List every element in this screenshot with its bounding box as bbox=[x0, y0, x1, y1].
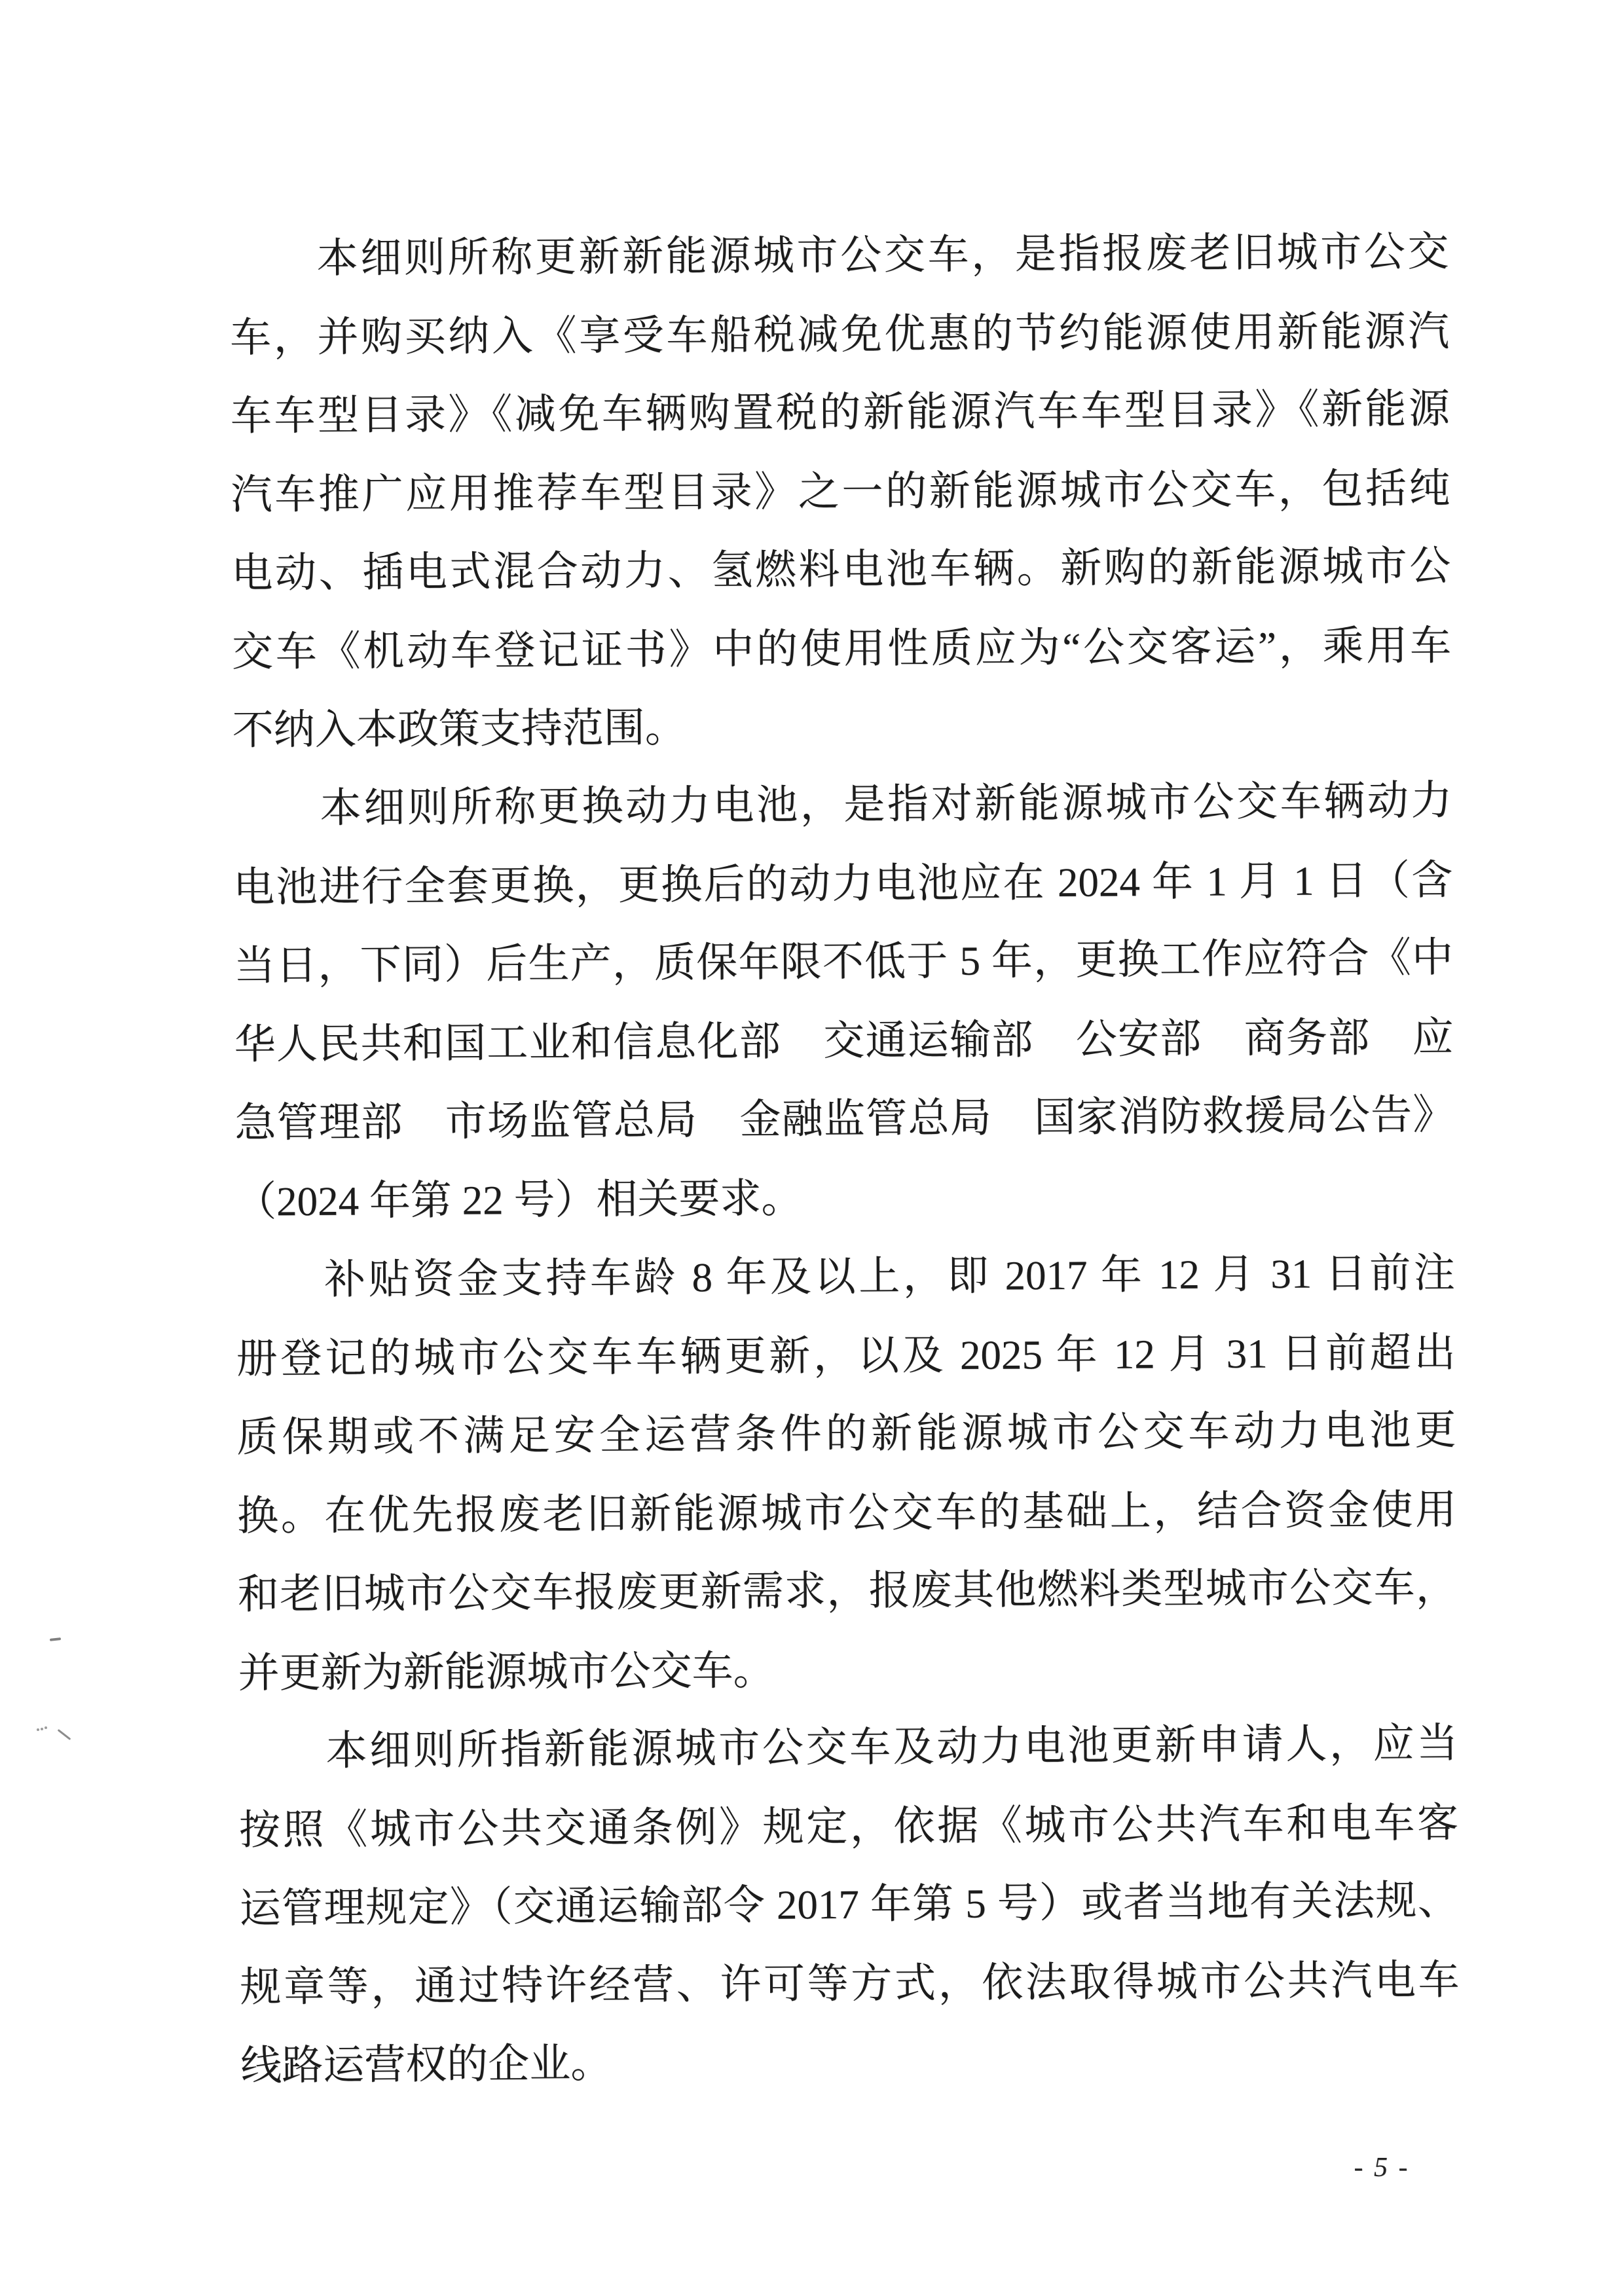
text-line: 本细则所称更换动力电池，是指对新能源城市公交车辆动力 bbox=[232, 777, 1452, 832]
text-line: 不纳入本政策支持范围。 bbox=[232, 704, 686, 754]
text-line: 和老旧城市公交车报废更新需求，报废其他燃料类型城市公交车， bbox=[237, 1564, 1458, 1618]
text-line: 交车《机动车登记证书》中的使用性质应为“公交客运”，乘用车 bbox=[231, 623, 1452, 675]
text-line: 华人民共和国工业和信息化部 交通运输部 公安部 商务部 应 bbox=[234, 1014, 1454, 1068]
text-line: 当日，下同）后生产，质保年限不低于 5 年，更换工作应符合《中 bbox=[233, 934, 1454, 989]
text-line: 本细则所指新能源城市公交车及动力电池更新申请人，应当 bbox=[238, 1720, 1458, 1775]
paragraph bbox=[229, 212, 1452, 769]
document-body bbox=[229, 212, 1460, 2105]
page-number: - 5 - bbox=[1354, 2153, 1410, 2183]
text-line: 补贴资金支持车龄 8 年及以上，即 2017 年 12 月 31 日前注 bbox=[235, 1250, 1456, 1303]
text-line: 车，并购买纳入《享受车船税减免优惠的节约能源使用新能源汽 bbox=[229, 308, 1450, 361]
paragraph bbox=[232, 762, 1454, 1241]
text-line: 电动、插电式混合动力、氢燃料电池车辆。新购的新能源城市公 bbox=[231, 543, 1451, 596]
text-line: 线路运营权的企业。 bbox=[240, 2040, 612, 2089]
text-line: 汽车推广应用推荐车型目录》之一的新能源城市公交车，包括纯 bbox=[231, 465, 1450, 518]
text-line: 换。在优先报废老旧新能源城市公交车的基础上，结合资金使用 bbox=[236, 1487, 1457, 1539]
text-line: 车车型目录》《减免车辆购置税的新能源汽车车型目录》《新能源 bbox=[230, 386, 1450, 439]
text-line: 急管理部 市场监管总局 金融监管总局 国家消防救援局公告》 bbox=[234, 1091, 1454, 1146]
scan-artifact-stroke bbox=[58, 1729, 71, 1740]
scan-artifact-dots bbox=[37, 1728, 39, 1731]
scan-artifact-dash bbox=[50, 1637, 61, 1641]
text-line: 运管理规定》（交通运输部令 2017 年第 5 号）或者当地有关法规、 bbox=[239, 1877, 1459, 1932]
paragraph bbox=[238, 1705, 1460, 2105]
text-line: 并更新为新能源城市公交车。 bbox=[238, 1647, 775, 1696]
text-line: （2024 年第 22 号）相关要求。 bbox=[234, 1175, 803, 1225]
text-line: 册登记的城市公交车车辆更新，以及 2025 年 12 月 31 日前超出 bbox=[236, 1330, 1456, 1382]
text-line: 电池进行全套更换，更换后的动力电池应在 2024 年 1 月 1 日（含 bbox=[233, 857, 1453, 911]
paragraph bbox=[236, 1233, 1458, 1712]
text-line: 本细则所称更新新能源城市公交车，是指报废老旧城市公交 bbox=[229, 228, 1449, 282]
text-line: 按照《城市公共交通条例》规定，依据《城市公共汽车和电车客 bbox=[238, 1800, 1459, 1853]
text-line: 质保期或不满足安全运营条件的新能源城市公交车动力电池更 bbox=[236, 1407, 1456, 1461]
text-line: 规章等，通过特许经营、许可等方式，依法取得城市公共汽电车 bbox=[240, 1957, 1460, 2011]
